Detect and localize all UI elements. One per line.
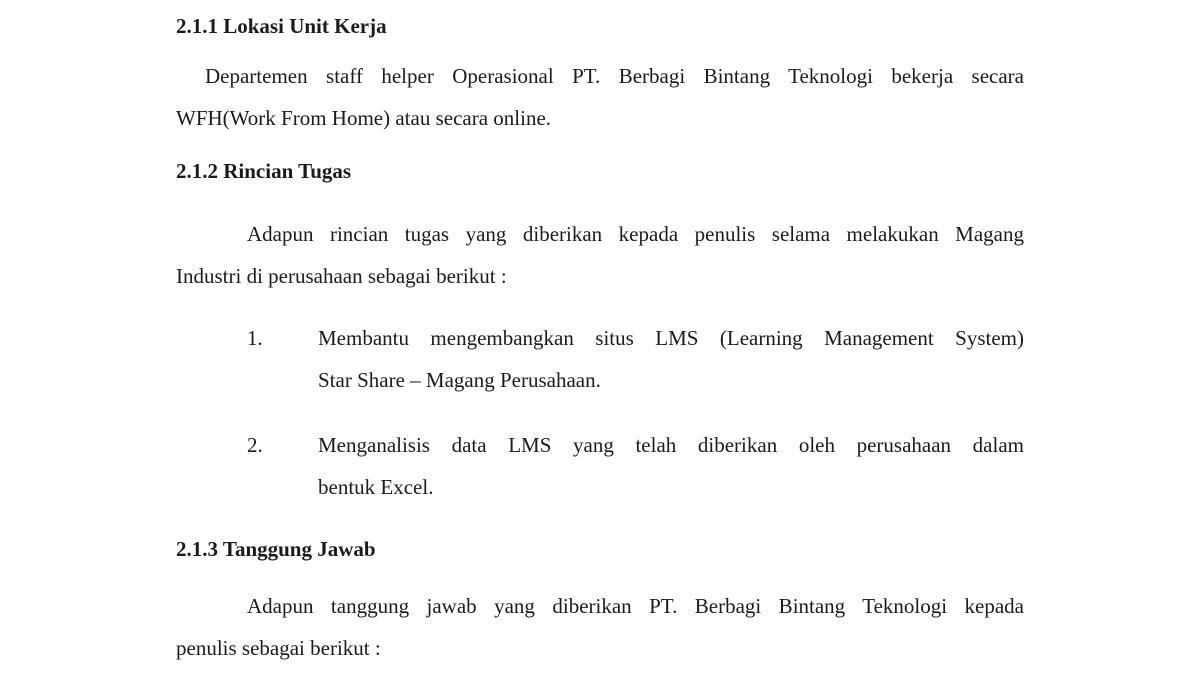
list-item-number: 2. <box>247 433 263 457</box>
list-item-line: bentuk Excel. <box>318 475 434 499</box>
paragraph-line: Adapun rincian tugas yang diberikan kepada penulis selama melakukan Magang <box>247 222 1024 246</box>
list-item-text <box>318 317 1024 401</box>
paragraph-212 <box>176 213 1024 297</box>
paragraph-211 <box>176 55 1024 139</box>
list-item-2 <box>247 424 1024 508</box>
section-heading-212: 2.1.2 Rincian Tugas <box>176 159 352 183</box>
paragraph-line: WFH(Work From Home) atau secara online. <box>176 106 552 130</box>
list-item-number: 1. <box>247 326 263 350</box>
paragraph-line: Departemen staff helper Operasional PT. Berbagi Bintang Teknologi bekerja secara <box>205 64 1024 88</box>
section-heading-211: 2.1.1 Lokasi Unit Kerja <box>176 14 387 38</box>
text-block <box>176 0 1024 669</box>
section-heading-213: 2.1.3 Tanggung Jawab <box>176 537 376 561</box>
paragraph-line: Adapun tanggung jawab yang diberikan PT. Berbagi Bintang Teknologi kepada <box>247 594 1024 618</box>
paragraph-line: penulis sebagai berikut : <box>176 636 381 660</box>
paragraph-line: Industri di perusahaan sebagai berikut : <box>176 264 507 288</box>
list-item-1 <box>247 317 1024 401</box>
list-item-line: Star Share – Magang Perusahaan. <box>318 368 601 392</box>
list-item-line: Menganalisis data LMS yang telah diberikan oleh perusahaan dalam <box>318 433 1024 457</box>
list-item-text <box>318 424 1024 508</box>
list-item-line: Membantu mengembangkan situs LMS (Learning Management System) <box>318 326 1024 350</box>
paragraph-213 <box>176 585 1024 669</box>
numbered-task-list <box>176 317 1024 508</box>
